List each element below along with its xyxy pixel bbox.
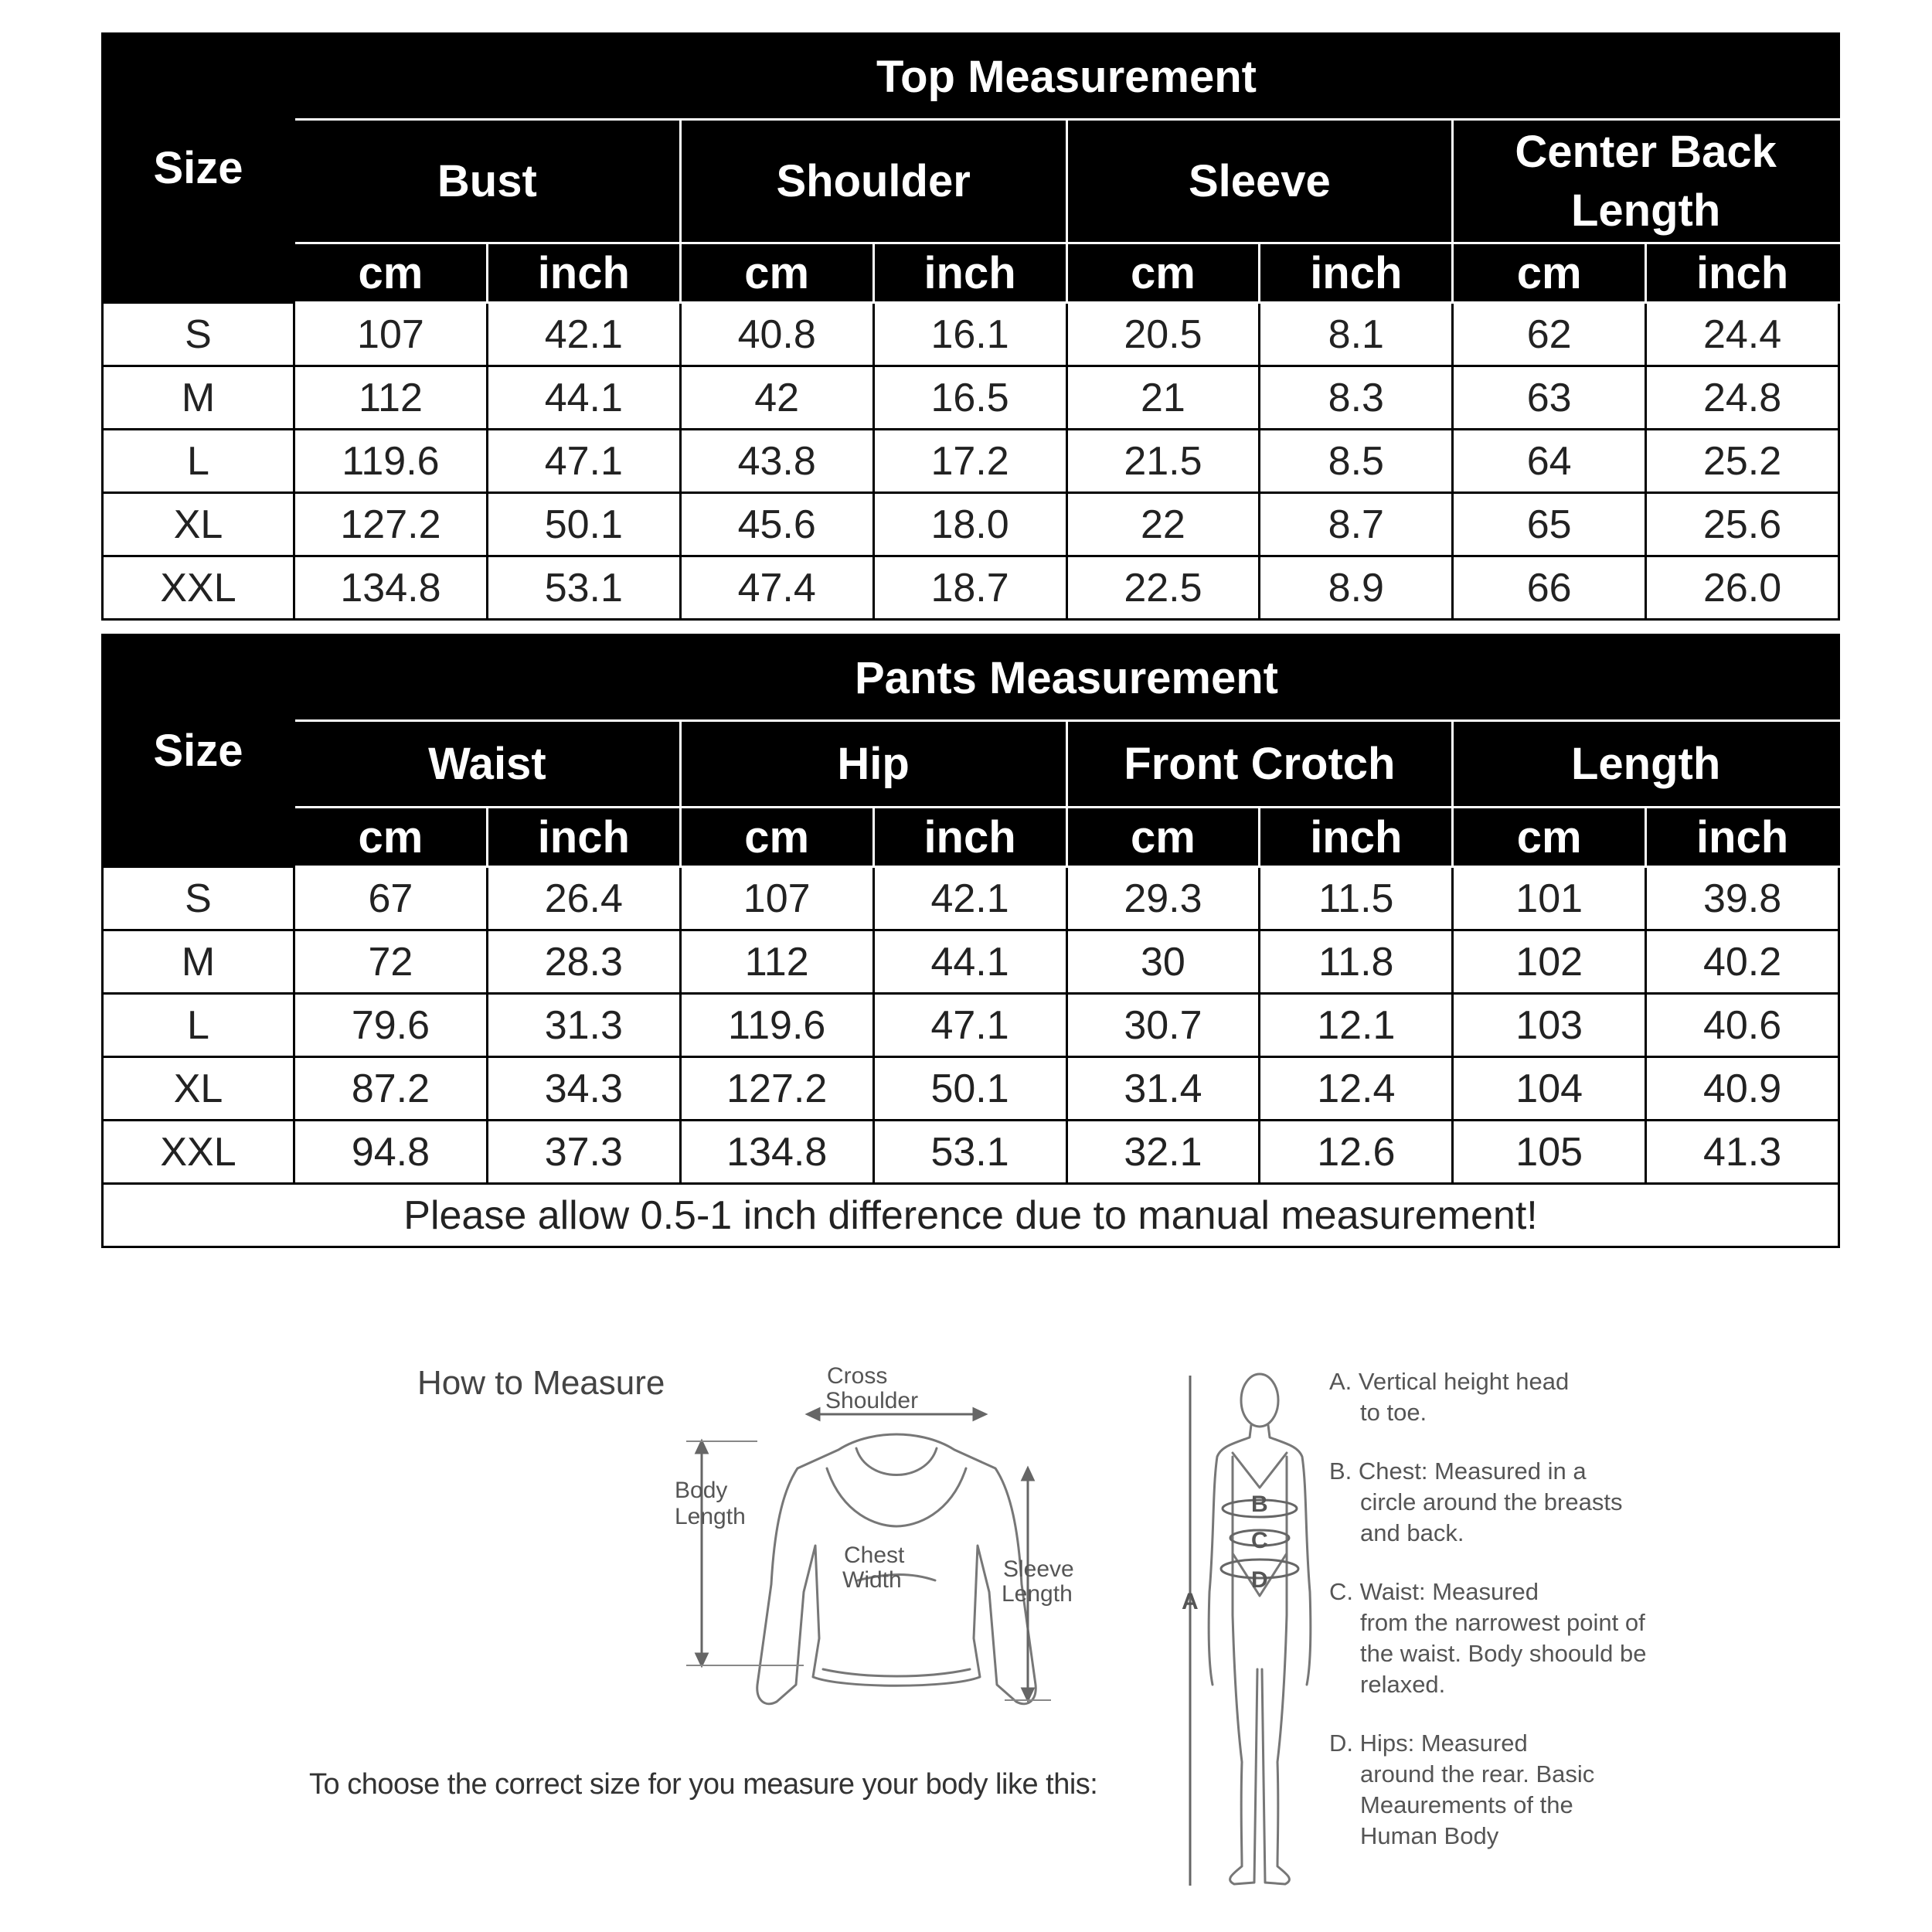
- value-cell: 20.5: [1066, 303, 1260, 366]
- value-cell: 8.1: [1260, 303, 1453, 366]
- measurement-notes: [1329, 1366, 1654, 1879]
- size-cell: M: [103, 930, 294, 994]
- value-cell: 127.2: [680, 1057, 873, 1121]
- sleeve-length-label-line2: Length: [1002, 1581, 1073, 1607]
- value-cell: 79.6: [294, 994, 488, 1057]
- value-cell: 37.3: [487, 1121, 680, 1184]
- value-cell: 8.3: [1260, 366, 1453, 430]
- value-cell: 12.4: [1260, 1057, 1453, 1121]
- value-cell: 101: [1453, 867, 1646, 930]
- table-row: [103, 994, 1839, 1057]
- value-cell: 32.1: [1066, 1121, 1260, 1184]
- value-cell: 25.6: [1646, 493, 1839, 556]
- value-cell: 64: [1453, 430, 1646, 493]
- unit-header: inch: [873, 808, 1066, 867]
- value-cell: 94.8: [294, 1121, 488, 1184]
- value-cell: 102: [1453, 930, 1646, 994]
- size-cell: S: [103, 867, 294, 930]
- note-a-body: to toe.: [1360, 1399, 1427, 1426]
- chest-width-label-line1: Chest: [844, 1543, 905, 1568]
- size-cell: XL: [103, 1057, 294, 1121]
- value-cell: 18.0: [873, 493, 1066, 556]
- value-cell: 25.2: [1646, 430, 1839, 493]
- note-c-body: from the narrowest point of the waist. Body shoould be relaxed.: [1360, 1609, 1647, 1698]
- unit-header: inch: [487, 808, 680, 867]
- letter-b: B: [1251, 1492, 1268, 1517]
- value-cell: 47.1: [873, 994, 1066, 1057]
- body-length-label-line1: Body: [675, 1478, 728, 1503]
- table-row: [103, 556, 1839, 620]
- value-cell: 24.8: [1646, 366, 1839, 430]
- unit-header: cm: [680, 243, 873, 303]
- value-cell: 21: [1066, 366, 1260, 430]
- measurement-note: Please allow 0.5-1 inch difference due to manual measurement!: [103, 1184, 1839, 1247]
- value-cell: 62: [1453, 303, 1646, 366]
- unit-header: cm: [1066, 808, 1260, 867]
- value-cell: 21.5: [1066, 430, 1260, 493]
- value-cell: 104: [1453, 1057, 1646, 1121]
- value-cell: 44.1: [873, 930, 1066, 994]
- value-cell: 29.3: [1066, 867, 1260, 930]
- value-cell: 65: [1453, 493, 1646, 556]
- value-cell: 40.9: [1646, 1057, 1839, 1121]
- size-cell: XXL: [103, 556, 294, 620]
- top-measurement-table: [101, 32, 1840, 621]
- unit-header: cm: [1453, 808, 1646, 867]
- value-cell: 105: [1453, 1121, 1646, 1184]
- pants-table-body: [103, 867, 1839, 1184]
- unit-header: cm: [1453, 243, 1646, 303]
- group-waist: Waist: [294, 721, 681, 808]
- size-cell: S: [103, 303, 294, 366]
- unit-header: cm: [294, 243, 488, 303]
- value-cell: 8.5: [1260, 430, 1453, 493]
- value-cell: 16.5: [873, 366, 1066, 430]
- value-cell: 47.4: [680, 556, 873, 620]
- value-cell: 44.1: [487, 366, 680, 430]
- value-cell: 107: [294, 303, 488, 366]
- value-cell: 11.8: [1260, 930, 1453, 994]
- value-cell: 8.9: [1260, 556, 1453, 620]
- note-a-head: A. Vertical height head: [1329, 1368, 1570, 1395]
- value-cell: 31.4: [1066, 1057, 1260, 1121]
- group-bust: Bust: [294, 120, 681, 243]
- pants-measurement-table: [101, 634, 1840, 1248]
- note-b: [1329, 1456, 1654, 1549]
- choose-size-instruction: To choose the correct size for you measure your body like this:: [309, 1768, 1098, 1801]
- value-cell: 18.7: [873, 556, 1066, 620]
- body-length-label-line2: Length: [675, 1504, 746, 1529]
- value-cell: 12.6: [1260, 1121, 1453, 1184]
- value-cell: 31.3: [487, 994, 680, 1057]
- value-cell: 112: [294, 366, 488, 430]
- value-cell: 42.1: [487, 303, 680, 366]
- unit-header: inch: [1646, 243, 1839, 303]
- unit-header: cm: [1066, 243, 1260, 303]
- group-hip: Hip: [680, 721, 1066, 808]
- unit-header: inch: [1646, 808, 1839, 867]
- note-d-body: around the rear. Basic Meaurements of the Human Body: [1360, 1760, 1595, 1849]
- table-row: [103, 1057, 1839, 1121]
- value-cell: 107: [680, 867, 873, 930]
- unit-header: cm: [680, 808, 873, 867]
- value-cell: 50.1: [487, 493, 680, 556]
- chest-width-label-line2: Width: [842, 1567, 902, 1593]
- value-cell: 17.2: [873, 430, 1066, 493]
- table-row: [103, 1121, 1839, 1184]
- size-cell: XXL: [103, 1121, 294, 1184]
- size-header: Size: [103, 34, 294, 303]
- value-cell: 43.8: [680, 430, 873, 493]
- note-c: [1329, 1577, 1654, 1700]
- value-cell: 87.2: [294, 1057, 488, 1121]
- value-cell: 45.6: [680, 493, 873, 556]
- letter-c: C: [1251, 1528, 1268, 1553]
- note-b-head: B. Chest: Measured in a: [1329, 1458, 1587, 1485]
- how-to-measure-title: How to Measure: [417, 1364, 665, 1402]
- unit-header: inch: [1260, 243, 1453, 303]
- value-cell: 30.7: [1066, 994, 1260, 1057]
- pants-title: Pants Measurement: [294, 635, 1839, 721]
- unit-header: inch: [873, 243, 1066, 303]
- value-cell: 127.2: [294, 493, 488, 556]
- unit-header: inch: [1260, 808, 1453, 867]
- cross-shoulder-label-line1: Cross: [827, 1363, 888, 1389]
- value-cell: 40.2: [1646, 930, 1839, 994]
- table-row: [103, 430, 1839, 493]
- value-cell: 12.1: [1260, 994, 1453, 1057]
- value-cell: 103: [1453, 994, 1646, 1057]
- value-cell: 16.1: [873, 303, 1066, 366]
- size-header: Size: [103, 635, 294, 867]
- value-cell: 28.3: [487, 930, 680, 994]
- value-cell: 26.4: [487, 867, 680, 930]
- unit-header: cm: [294, 808, 488, 867]
- value-cell: 53.1: [487, 556, 680, 620]
- size-cell: XL: [103, 493, 294, 556]
- value-cell: 112: [680, 930, 873, 994]
- unit-header: inch: [487, 243, 680, 303]
- value-cell: 134.8: [680, 1121, 873, 1184]
- cross-shoulder-label-line2: Shoulder: [825, 1388, 919, 1413]
- note-c-head: C. Waist: Measured: [1329, 1578, 1539, 1605]
- group-center-back-length: Center Back Length: [1453, 120, 1839, 243]
- table-row: [103, 493, 1839, 556]
- value-cell: 66: [1453, 556, 1646, 620]
- size-cell: M: [103, 366, 294, 430]
- value-cell: 8.7: [1260, 493, 1453, 556]
- value-cell: 119.6: [680, 994, 873, 1057]
- group-front-crotch: Front Crotch: [1066, 721, 1453, 808]
- table-row: [103, 366, 1839, 430]
- table-row: [103, 303, 1839, 366]
- value-cell: 63: [1453, 366, 1646, 430]
- top-title: Top Measurement: [294, 34, 1839, 120]
- size-cell: L: [103, 430, 294, 493]
- value-cell: 34.3: [487, 1057, 680, 1121]
- value-cell: 30: [1066, 930, 1260, 994]
- value-cell: 22.5: [1066, 556, 1260, 620]
- value-cell: 22: [1066, 493, 1260, 556]
- value-cell: 42: [680, 366, 873, 430]
- value-cell: 24.4: [1646, 303, 1839, 366]
- value-cell: 42.1: [873, 867, 1066, 930]
- value-cell: 40.8: [680, 303, 873, 366]
- value-cell: 119.6: [294, 430, 488, 493]
- sweater-diagram: [665, 1360, 1097, 1723]
- group-length: Length: [1453, 721, 1839, 808]
- value-cell: 47.1: [487, 430, 680, 493]
- value-cell: 53.1: [873, 1121, 1066, 1184]
- group-sleeve: Sleeve: [1066, 120, 1453, 243]
- body-figure-diagram: [1171, 1360, 1325, 1901]
- value-cell: 41.3: [1646, 1121, 1839, 1184]
- value-cell: 39.8: [1646, 867, 1839, 930]
- letter-d: D: [1251, 1567, 1268, 1593]
- value-cell: 67: [294, 867, 488, 930]
- sleeve-length-label-line1: Sleeve: [1003, 1556, 1074, 1582]
- letter-a: A: [1182, 1589, 1199, 1614]
- size-cell: L: [103, 994, 294, 1057]
- value-cell: 40.6: [1646, 994, 1839, 1057]
- value-cell: 26.0: [1646, 556, 1839, 620]
- note-a: [1329, 1366, 1654, 1428]
- note-d-head: D. Hips: Measured: [1329, 1730, 1528, 1757]
- value-cell: 72: [294, 930, 488, 994]
- note-b-body: circle around the breasts and back.: [1360, 1488, 1623, 1546]
- table-row: [103, 930, 1839, 994]
- value-cell: 50.1: [873, 1057, 1066, 1121]
- table-row: [103, 867, 1839, 930]
- value-cell: 11.5: [1260, 867, 1453, 930]
- top-table-body: [103, 303, 1839, 620]
- group-shoulder: Shoulder: [680, 120, 1066, 243]
- note-d: [1329, 1728, 1654, 1852]
- value-cell: 134.8: [294, 556, 488, 620]
